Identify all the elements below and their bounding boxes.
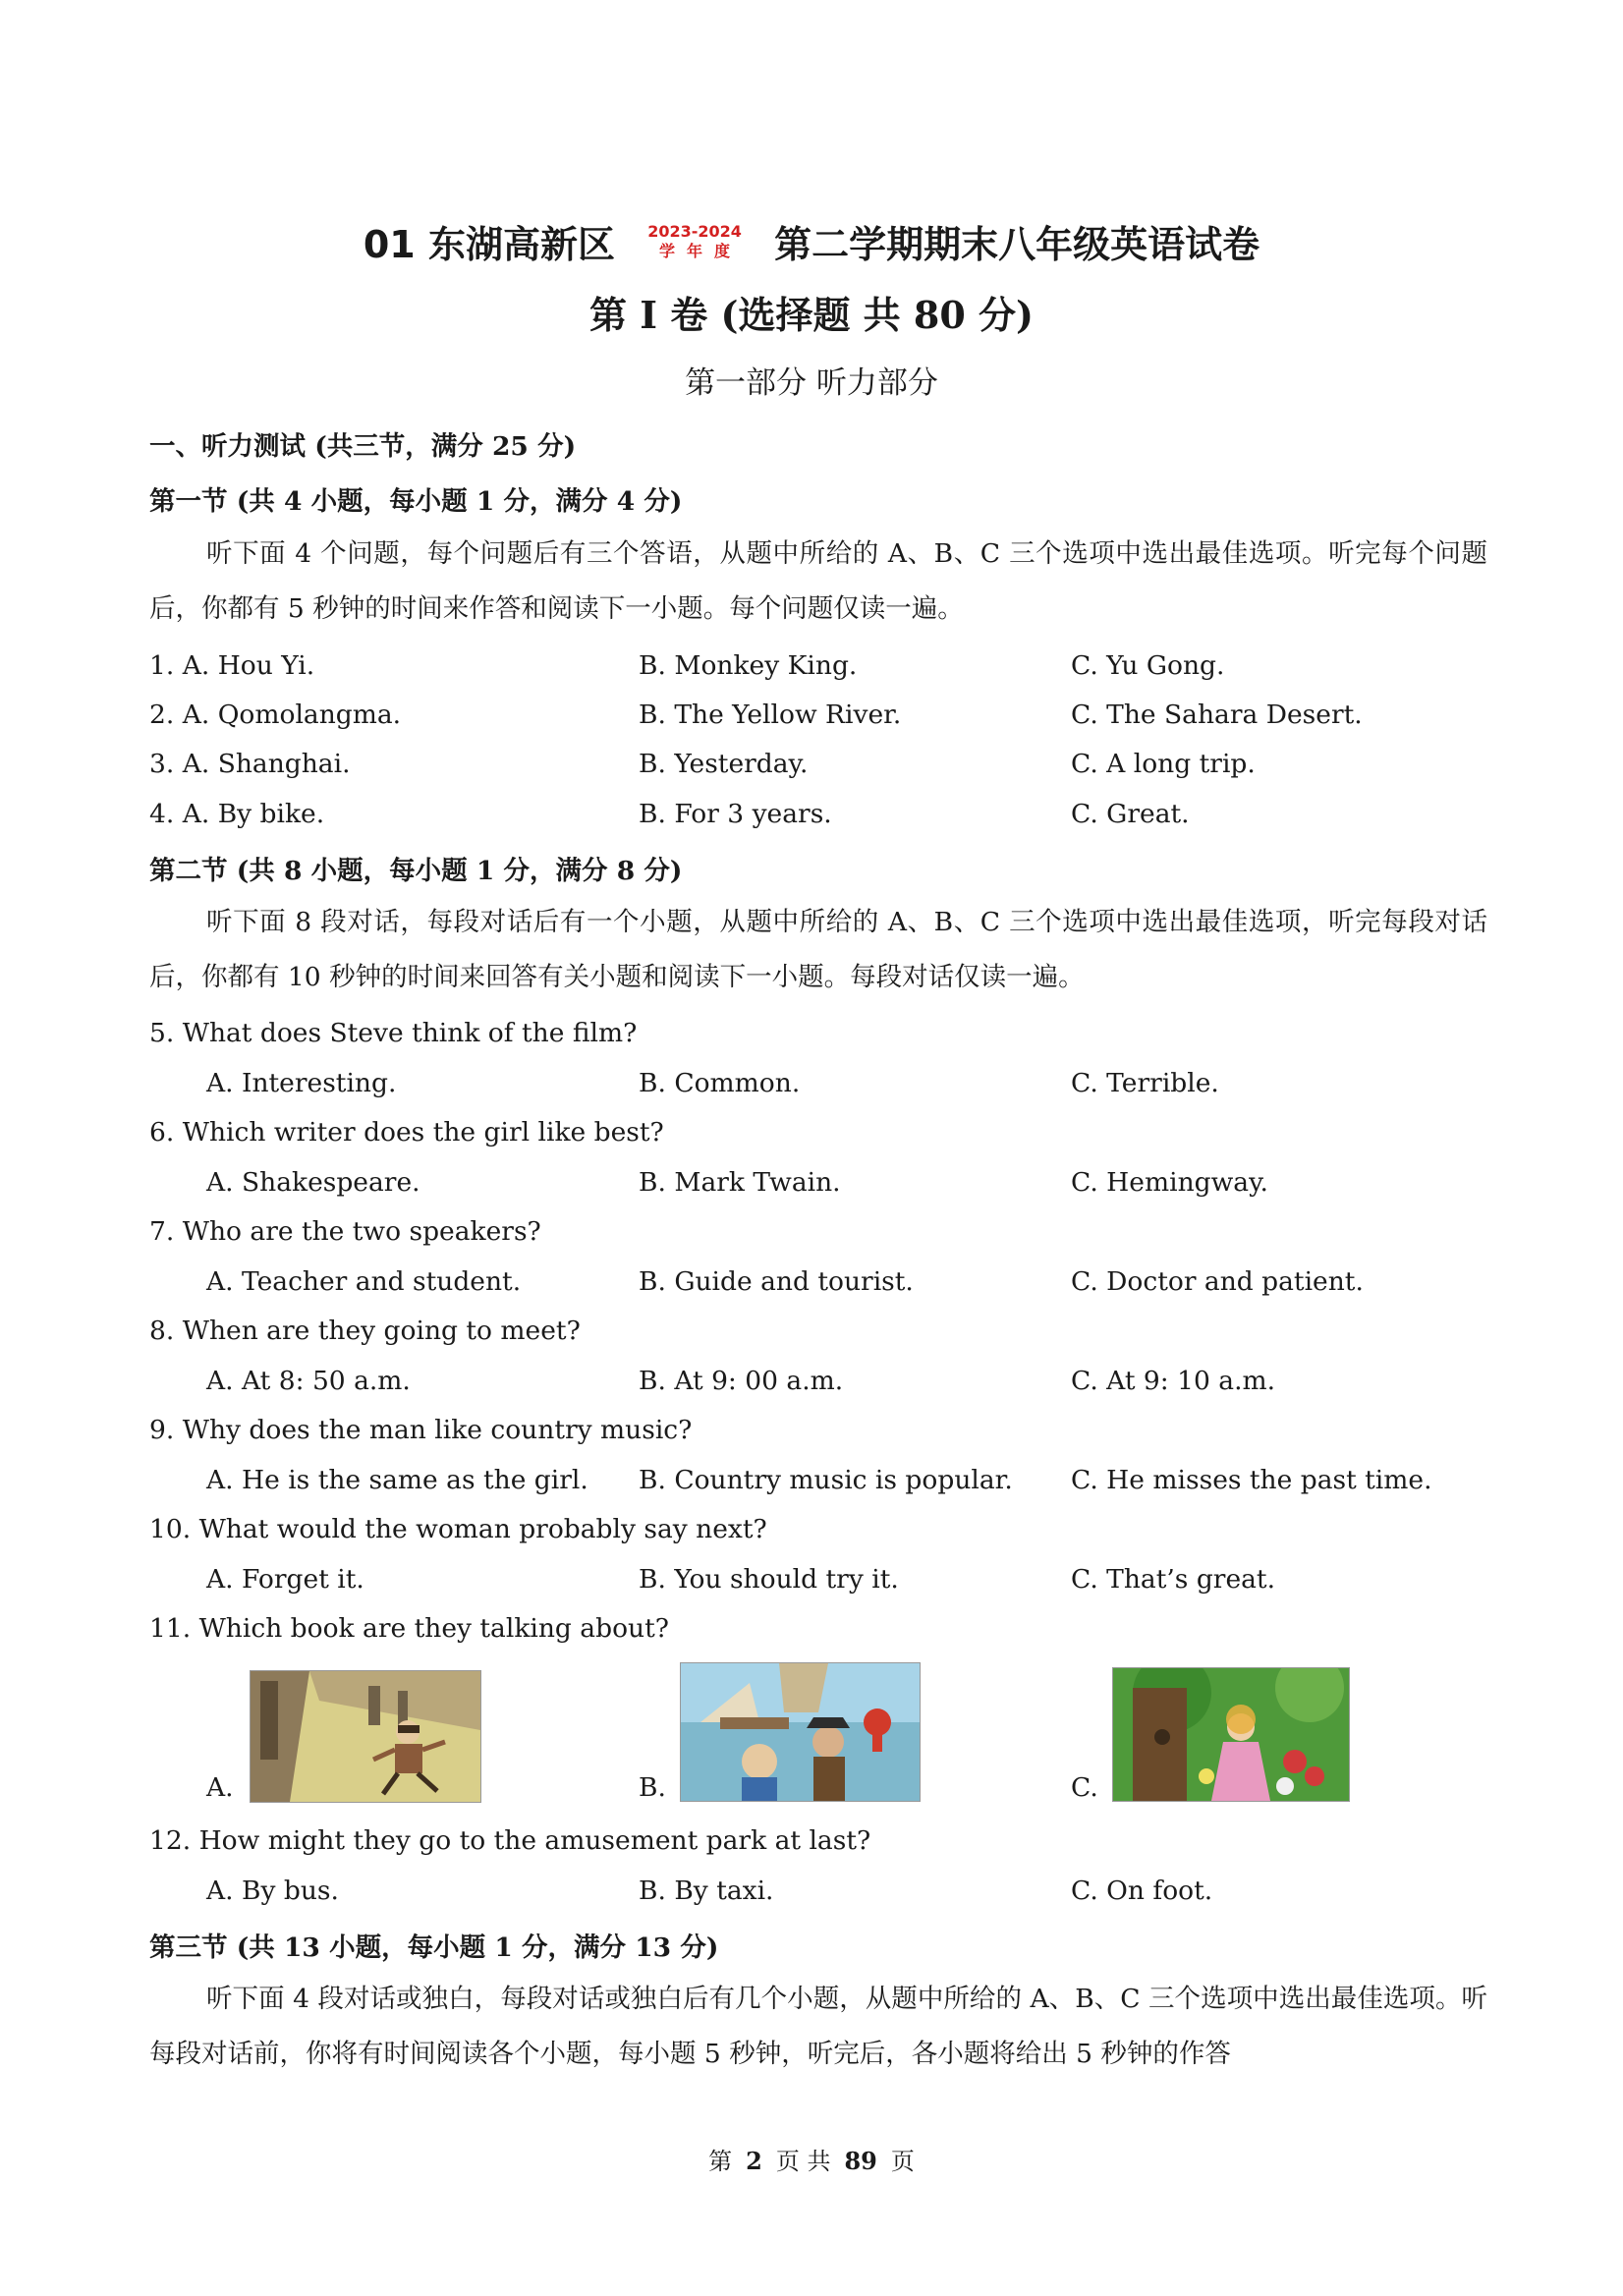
q3-option-c: C. A long trip. (1071, 749, 1256, 779)
total-page-count: 89 (844, 2147, 877, 2175)
q8-option-a: A. At 8: 50 a.m. (206, 1366, 411, 1396)
q8-stem: 8. When are they going to meet? (149, 1316, 581, 1346)
q8-option-c: C. At 9: 10 a.m. (1071, 1366, 1276, 1396)
q4-option-b: B. For 3 years. (639, 799, 832, 829)
q1-option-c: C. Yu Gong. (1071, 650, 1225, 681)
q7-stem: 7. Who are the two speakers? (149, 1216, 541, 1247)
footer-prefix: 第 (708, 2148, 733, 2175)
q12-stem: 12. How might they go to the amusement park at last? (149, 1825, 871, 1856)
q12-option-a: A. By bus. (206, 1876, 339, 1906)
q2-option-b: B. The Yellow River. (639, 700, 902, 730)
volume-title: 第 I 卷 (选择题 共 80 分) (589, 293, 1034, 337)
q10-option-a: A. Forget it. (206, 1564, 364, 1595)
section2-instructions: 听下面 8 段对话，每段对话后有一个小题，从题中所给的 A、B、C 三个选项中选出最佳选项，听完每段对话后，你都有 10 秒钟的时间来回答有关小题和阅读下一小题。每段对话仅读一遍。 (149, 907, 1487, 992)
q7-option-a: A. Teacher and student. (206, 1266, 522, 1297)
q11-picture-a (250, 1670, 481, 1803)
listening-section-heading: 一、听力测试 (共三节，满分 25 分) (149, 431, 577, 462)
q5-option-c: C. Terrible. (1071, 1068, 1219, 1098)
q12-option-b: B. By taxi. (639, 1876, 774, 1906)
page-footer (0, 2142, 1623, 2176)
q11-option-c: C. (1071, 1772, 1098, 1803)
title-suffix: 第二学期期末八年级英语试卷 (774, 223, 1260, 266)
footer-middle: 页 共 (775, 2148, 831, 2175)
q9-option-a: A. He is the same as the girl. (206, 1465, 588, 1495)
section3-instructions: 听下面 4 段对话或独白，每段对话或独白后有几个小题，从题中所给的 A、B、C 三个选项中选出最佳选项。听每段对话前，你将有时间阅读各个小题，每小题 5 秒钟，听完后，各小题将给出 5 秒钟的作答 (149, 1984, 1487, 2069)
academic-year-stamp (647, 222, 742, 261)
q11-picture-c (1112, 1667, 1350, 1802)
section1-heading: 第一节 (共 4 小题，每小题 1 分，满分 4 分) (149, 486, 683, 517)
section2-heading: 第二节 (共 8 小题，每小题 1 分，满分 8 分) (149, 856, 683, 886)
part-title: 第一部分 听力部分 (685, 365, 938, 401)
q10-option-b: B. You should try it. (639, 1564, 899, 1595)
q7-option-c: C. Doctor and patient. (1071, 1266, 1364, 1297)
q11-option-b: B. (639, 1772, 666, 1803)
q1-option-a: 1. A. Hou Yi. (149, 650, 315, 681)
q11-picture-b (680, 1662, 921, 1802)
q4-option-c: C. Great. (1071, 799, 1190, 829)
q10-stem: 10. What would the woman probably say next? (149, 1514, 767, 1544)
q11-option-a: A. (206, 1772, 234, 1803)
q11-stem: 11. Which book are they talking about? (149, 1613, 669, 1644)
q9-option-c: C. He misses the past time. (1071, 1465, 1432, 1495)
q2-option-a: 2. A. Qomolangma. (149, 700, 402, 730)
q5-stem: 5. What does Steve think of the film? (149, 1018, 638, 1048)
q1-option-b: B. Monkey King. (639, 650, 858, 681)
q6-option-c: C. Hemingway. (1071, 1167, 1268, 1198)
q4-option-a: 4. A. By bike. (149, 799, 325, 829)
q3-option-b: B. Yesterday. (639, 749, 809, 779)
q7-option-b: B. Guide and tourist. (639, 1266, 914, 1297)
q6-option-b: B. Mark Twain. (639, 1167, 841, 1198)
q10-option-c: C. That’s great. (1071, 1564, 1276, 1595)
q6-option-a: A. Shakespeare. (206, 1167, 420, 1198)
q5-option-b: B. Common. (639, 1068, 801, 1098)
title-prefix: 01 东湖高新区 (363, 223, 615, 266)
exam-title (0, 214, 1623, 268)
q3-option-a: 3. A. Shanghai. (149, 749, 351, 779)
q8-option-b: B. At 9: 00 a.m. (639, 1366, 844, 1396)
q5-option-a: A. Interesting. (206, 1068, 397, 1098)
q9-stem: 9. Why does the man like country music? (149, 1415, 693, 1445)
footer-suffix: 页 (890, 2148, 915, 2175)
current-page-number: 2 (746, 2147, 762, 2175)
q2-option-c: C. The Sahara Desert. (1071, 700, 1363, 730)
q6-stem: 6. Which writer does the girl like best? (149, 1117, 664, 1148)
q12-option-c: C. On foot. (1071, 1876, 1213, 1906)
year-suffix: 学年度 (659, 241, 743, 260)
year-range: 2023-2024 (647, 221, 742, 241)
section1-instructions: 听下面 4 个问题，每个问题后有三个答语，从题中所给的 A、B、C 三个选项中选出最佳选项。听完每个问题后，你都有 5 秒钟的时间来作答和阅读下一小题。每个问题仅读一遍。 (149, 538, 1487, 624)
q9-option-b: B. Country music is popular. (639, 1465, 1013, 1495)
section3-heading: 第三节 (共 13 小题，每小题 1 分，满分 13 分) (149, 1932, 719, 1963)
